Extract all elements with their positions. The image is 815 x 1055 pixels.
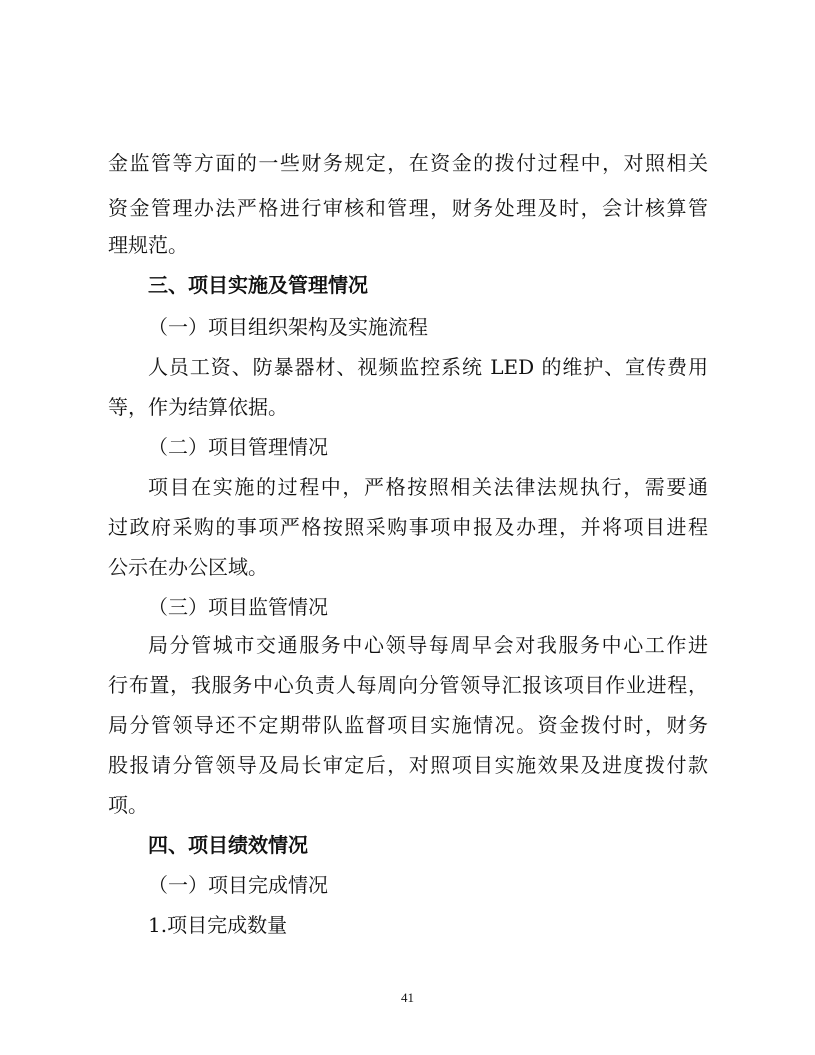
- subsection-heading: （二）项目管理情况: [148, 435, 328, 459]
- section-heading: 三、项目实施及管理情况: [148, 273, 368, 297]
- paragraph-line: 资金管理办法严格进行审核和管理，财务处理及时，会计核算管: [108, 196, 708, 220]
- paragraph-line: 人员工资、防暴器材、视频监控系统 LED 的维护、宣传费用: [148, 355, 708, 379]
- paragraph-line: 局分管领导还不定期带队监督项目实施情况。资金拨付时，财务: [108, 713, 708, 737]
- paragraph-line: 项目在实施的过程中，严格按照相关法律法规执行，需要通: [148, 475, 708, 499]
- paragraph-line: 股报请分管领导及局长审定后，对照项目实施效果及进度拨付款: [108, 753, 708, 777]
- paragraph-line: 行布置，我服务中心负责人每周向分管领导汇报该项目作业进程，: [108, 673, 708, 697]
- paragraph-line: 金监管等方面的一些财务规定，在资金的拨付过程中，对照相关: [108, 151, 708, 175]
- paragraph-line: 理规范。: [108, 233, 188, 257]
- subsection-heading: （三）项目监管情况: [148, 595, 328, 619]
- subsection-heading: （一）项目完成情况: [148, 873, 328, 897]
- page-number: 41: [401, 990, 414, 1005]
- paragraph-line: 公示在办公区域。: [108, 555, 268, 579]
- section-heading: 四、项目绩效情况: [148, 833, 308, 857]
- item-heading: 1.项目完成数量: [148, 913, 288, 937]
- subsection-heading: （一）项目组织架构及实施流程: [148, 315, 428, 339]
- paragraph-line: 项。: [108, 793, 148, 817]
- paragraph-line: 局分管城市交通服务中心领导每周早会对我服务中心工作进: [148, 633, 708, 657]
- paragraph-line: 等，作为结算依据。: [108, 395, 288, 419]
- paragraph-line: 过政府采购的事项严格按照采购事项申报及办理，并将项目进程: [108, 515, 708, 539]
